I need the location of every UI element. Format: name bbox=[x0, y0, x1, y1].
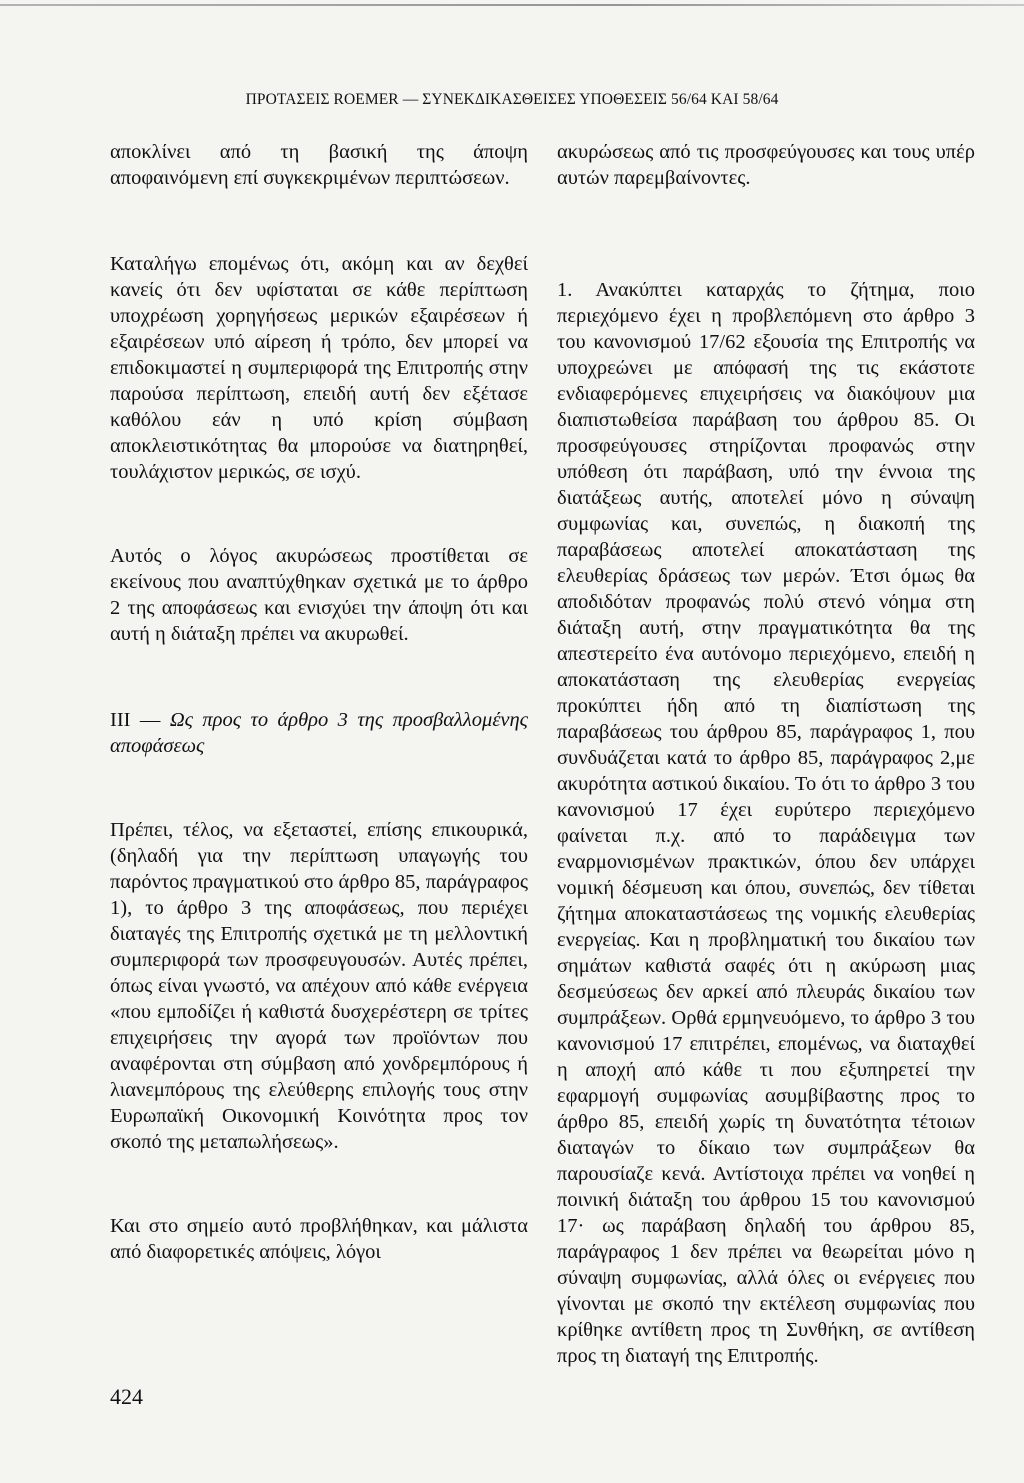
right-column bbox=[557, 0, 975, 1369]
left-paragraph-3: Αυτός ο λόγος ακυρώσεως προστίθεται σε εκείνους που αναπτύχθηκαν σχετικά με το άρθρο 2 της αποφάσεως και ενισχύει την άποψη ότι και αυτή η διάταξη πρέπει να ακυρωθεί. bbox=[110, 545, 528, 645]
page-number: 424 bbox=[110, 1384, 143, 1409]
left-paragraph-1: αποκλίνει από τη βασική της άποψη αποφαινόμενη επί συγκεκριμένων περιπτώσεων. bbox=[110, 141, 528, 189]
section-number: III — bbox=[110, 709, 161, 731]
running-header: ΠΡΟΤΑΣΕΙΣ ROEMER — ΣΥΝΕΚΔΙΚΑΣΘΕΙΣΕΣ ΥΠΟΘΕΣΕΙΣ 56/64 ΚΑΙ 58/64 bbox=[245, 91, 779, 108]
left-column bbox=[110, 0, 528, 1265]
left-paragraph-4: Πρέπει, τέλος, να εξεταστεί, επίσης επικουρικά, (δηλαδή για την περίπτωση υπαγωγής του παρόντος πραγματικού στο άρθρο 85, παράγραφος 1), το άρθρο 3 της αποφάσεως, που περιέχει διαταγές της Επιτροπής σχετικά με τη μελλοντική συμπεριφορά των προσφευγουσών. Αυτές πρέπει, όπως είναι γνωστό, να απέχουν από κάθε ενέργεια «που εμποδίζει ή καθιστά δυσχερέστερη σε τρίτες επιχειρήσεις την αγορά των προϊόντων που αναφέρονται στη σύμβαση από χονδρεμπόρους ή λιανεμπόρους της ελεύθερης επιλογής τους στην Ευρωπαϊκή Οικονομική Κοινότητα προς τον σκοπό της μεταπωλήσεως». bbox=[110, 819, 528, 1153]
left-paragraph-2: Καταλήγω επομένως ότι, ακόμη και αν δεχθεί κανείς ότι δεν υφίσταται σε κάθε περίπτωση υποχρέωση χορηγήσεως μερικών εξαιρέσεων ή εξαιρέσεων υπό αίρεση ή τρόπο, δεν μπορεί να επιδοκιμαστεί η συμπεριφορά της Επιτροπής στην παρούσα περίπτωση, επειδή αυτή δεν εξέτασε καθόλου εάν η υπό κρίση σύμβαση αποκλειστικότητας θα μπορούσε να διατηρηθεί, τουλάχιστον μερικώς, σε ισχύ. bbox=[110, 253, 528, 483]
right-paragraph-1: ακυρώσεως από τις προσφεύγουσες και τους υπέρ αυτών παρεμβαίνοντες. bbox=[557, 141, 975, 189]
section-title: Ως προς το άρθρο 3 της προσβαλλομένης αποφάσεως bbox=[110, 709, 528, 757]
section-heading bbox=[110, 707, 528, 759]
left-paragraph-5: Και στο σημείο αυτό προβλήθηκαν, και μάλιστα από διαφορετικές απόψεις, λόγοι bbox=[110, 1215, 528, 1263]
right-paragraph-2: 1. Ανακύπτει καταρχάς το ζήτημα, ποιο περιεχόμενο έχει η προβλεπόμενη στο άρθρο 3 του κανονισμού 17/62 εξουσία της Επιτροπής να υποχρεώνει με απόφασή της τις εκάστοτε ενδιαφερόμενες επιχειρήσεις να διακόψουν μια διαπιστωθείσα παράβαση του άρθρου 85. Οι προσφεύγουσες στηρίζονται προφανώς στην υπόθεση ότι παράβαση, υπό την έννοια της διατάξεως αυτής, αποτελεί μόνο η σύναψη συμφωνίας και, συνεπώς, η διακοπή της παραβάσεως αποτελεί αποκατάσταση της ελευθερίας δράσεως των μερών. Έτσι όμως θα αποδιδόταν προφανώς πολύ στενό νόημα στη διάταξη αυτή, στην πραγματικότητα θα της απεστερείτο ένα αυτόνομο περιεχόμενο, επειδή η αποκατάσταση της ελευθερίας ενεργείας προκύπτει ήδη από τη διαπίστωση της παραβάσεως του άρθρου 85, παράγραφος 1, που συνδυάζεται κατά το άρθρο 85, παράγραφος 2,με ακυρότητα αστικού δικαίου. Το ότι το άρθρο 3 του κανονισμού 17 έχει ευρύτερο περιεχόμενο φαίνεται π.χ. από το παράδειγμα των εναρμονισμένων πρακτικών, όπου δεν υπάρχει νομική δέσμευση και όπου, συνεπώς, δεν τίθεται ζήτημα αποκαταστάσεως της νομικής ελευθερίας ενεργείας. Και η προβληματική του δικαίου των σημάτων καθιστά σαφές ότι η ακύρωση μιας δεσμεύσεως δεν αρκεί από πλευράς δικαίου των συμπράξεων. Ορθά ερμηνευόμενο, το άρθρο 3 του κανονισμού 17 επιτρέπει, επομένως, να διαταχθεί η αποχή από κάθε τι που εξυπηρετεί την εφαρμογή συμφωνίας ασυμβίβαστης προς το άρθρο 85, επειδή χωρίς τη δυνατότητα τέτοιων διαταγών το δίκαιο των συμπράξεων θα παρουσίαζε κενά. Αντίστοιχα πρέπει να νοηθεί η ποινική διάταξη του άρθρου 15 του κανονισμού 17· ως παράβαση δηλαδή του άρθρου 85, παράγραφος 1 δεν πρέπει να θεωρείται μόνο η σύναψη συμφωνίας, αλλά όλες οι ενέργειες που γίνονται με σκοπό την εκτέλεση συμφωνίας που κρίθηκε αντίθετη προς τη Συνθήκη, σε αντίθεση προς τη διαταγή της Επιτροπής. bbox=[557, 279, 975, 1367]
